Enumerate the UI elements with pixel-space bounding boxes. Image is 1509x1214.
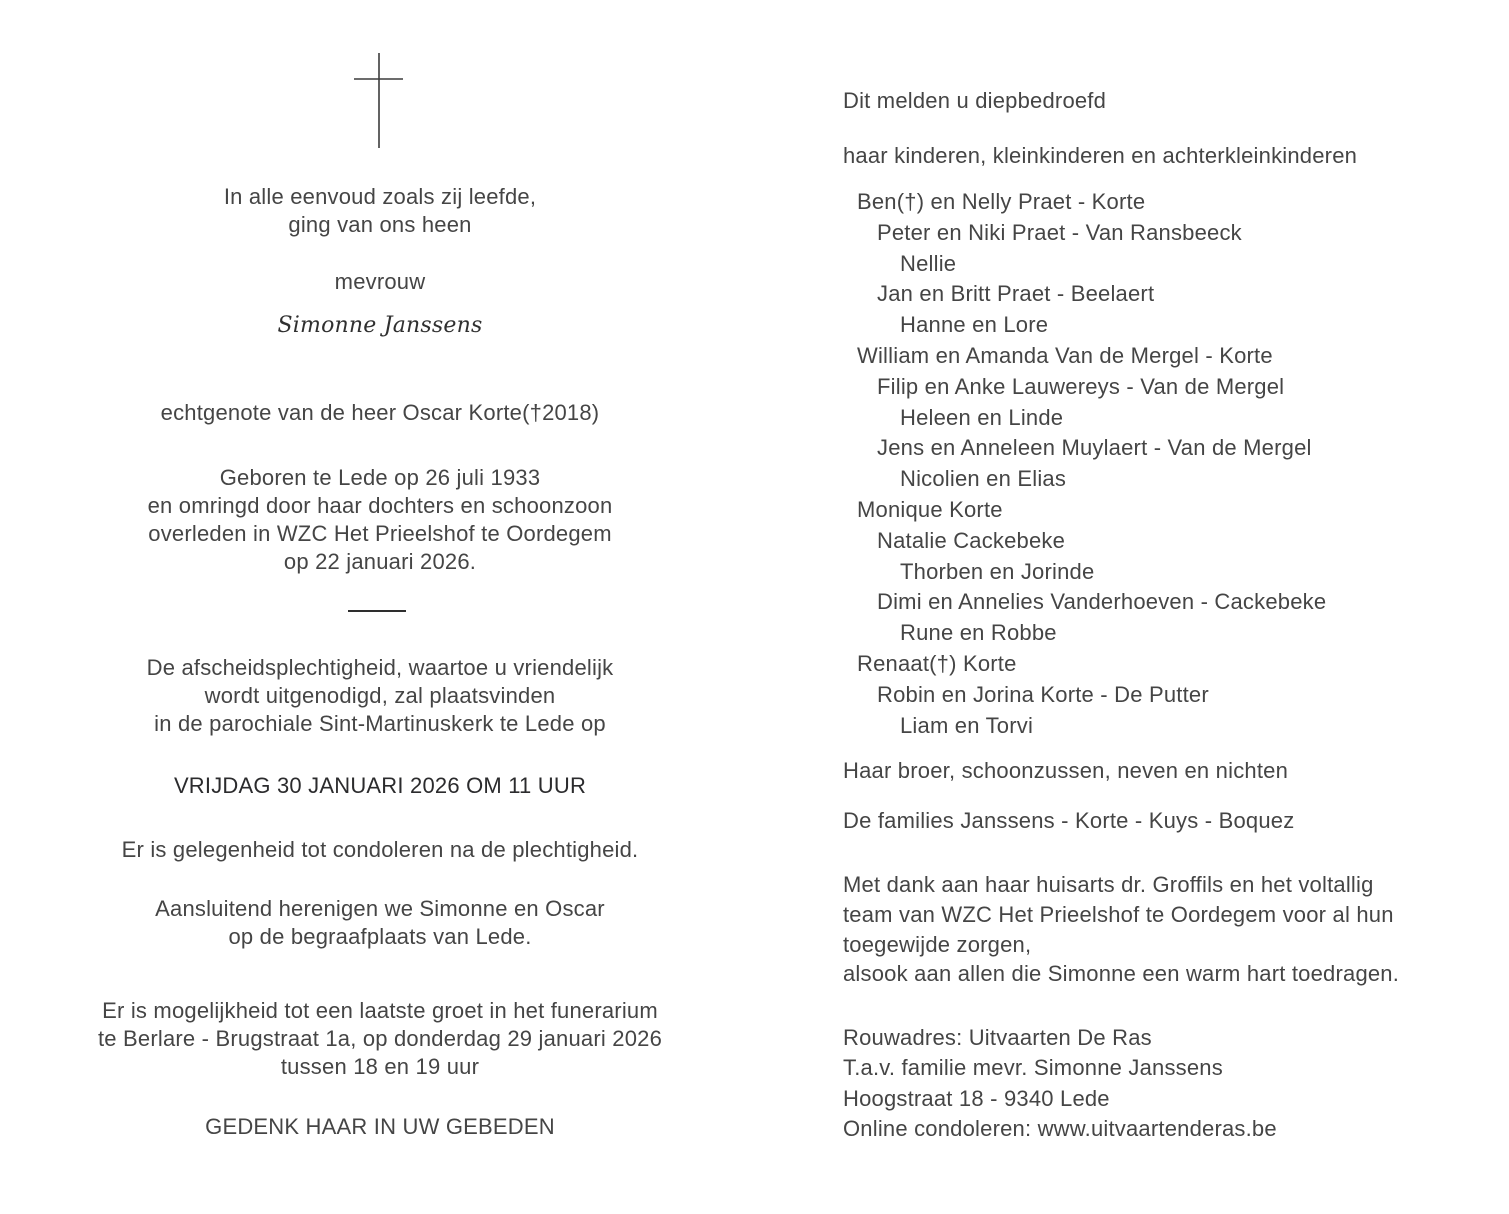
service-datetime: VRIJDAG 30 JANUARI 2026 OM 11 UUR [173, 773, 587, 798]
family-tree [843, 187, 1483, 741]
families-line: De families Janssens - Korte - Kuys - Boquez [843, 808, 1295, 833]
funerarium-line: te Berlare - Brugstraat 1a, op donderdag 29 januari 2026 [97, 1026, 662, 1051]
family-member: Thorben en Jorinde [900, 558, 1095, 584]
cross-icon [353, 52, 405, 149]
closing-prayer: GEDENK HAAR IN UW GEBEDEN [205, 1114, 555, 1139]
family-intro: haar kinderen, kleinkinderen en achterkleinkinderen [843, 143, 1358, 168]
family-member: Jens en Anneleen Muylaert - Van de Mergel [877, 435, 1312, 461]
intro-line: ging van ons heen [288, 212, 472, 237]
condolence-note: Er is gelegenheid tot condoleren na de plechtigheid. [121, 837, 639, 862]
reunion-note [0, 895, 760, 951]
funerarium-line: tussen 18 en 19 uur [280, 1054, 480, 1079]
deceased-name: Simonne Janssens [277, 313, 483, 338]
intro-line: In alle eenvoud zoals zij leefde, [223, 184, 537, 209]
reunion-line: Aansluitend herenigen we Simonne en Oscar [155, 896, 605, 921]
mourning-address-line: Rouwadres: Uitvaarten De Ras [843, 1025, 1152, 1050]
life-line: overleden in WZC Het Prieelshof te Oordegem [148, 521, 612, 546]
family-member: Robin en Jorina Korte - De Putter [877, 681, 1209, 707]
family-member: Dimi en Annelies Vanderhoeven - Cackebeke [877, 589, 1327, 615]
mourning-address-line: Hoogstraat 18 - 9340 Lede [843, 1085, 1110, 1111]
family-member: Nellie [900, 250, 957, 276]
service-line: wordt uitgenodigd, zal plaatsvinden [204, 683, 556, 708]
family-member: Filip en Anke Lauwereys - Van de Mergel [877, 373, 1285, 399]
funerarium-line: Er is mogelijkheid tot een laatste groet in het funerarium [102, 998, 658, 1023]
family-member: Peter en Niki Praet - Van Ransbeeck [877, 219, 1242, 245]
family-member: Ben(†) en Nelly Praet - Korte [857, 189, 1146, 214]
right-column [843, 0, 1483, 1214]
family-member: William en Amanda Van de Mergel - Korte [857, 342, 1273, 368]
funerarium-note [0, 997, 760, 1081]
life-line: en omringd door haar dochters en schoonzoon [147, 493, 613, 518]
family-member: Jan en Britt Praet - Beelaert [877, 281, 1155, 307]
mourning-address-line: T.a.v. familie mevr. Simonne Janssens [843, 1055, 1223, 1081]
family-member: Hanne en Lore [900, 312, 1049, 338]
relatives-line: Haar broer, schoonzussen, neven en nichten [843, 758, 1289, 783]
life-line: Geboren te Lede op 26 juli 1933 [219, 465, 541, 490]
family-member: Rune en Robbe [900, 620, 1057, 646]
announcement-line: Dit melden u diepbedroefd [843, 88, 1107, 113]
section-divider [348, 610, 406, 612]
family-member: Liam en Torvi [900, 712, 1034, 738]
thanks-line: toegewijde zorgen, [843, 931, 1032, 957]
service-info [0, 654, 760, 738]
salutation: mevrouw [334, 269, 426, 294]
thanks-line: Met dank aan haar huisarts dr. Groffils en het voltallig [843, 872, 1374, 897]
spouse-line: echtgenote van de heer Oscar Korte(†2018) [160, 400, 600, 425]
thanks-note [843, 870, 1483, 989]
family-member: Renaat(†) Korte [857, 650, 1017, 676]
service-line: in de parochiale Sint-Martinuskerk te Lede op [154, 711, 606, 736]
service-line: De afscheidsplechtigheid, waartoe u vriendelijk [146, 655, 614, 680]
mourning-address-line: Online condoleren: www.uitvaartenderas.be [843, 1115, 1277, 1141]
life-line: op 22 januari 2026. [283, 549, 477, 574]
life-dates [0, 464, 760, 576]
family-member: Natalie Cackebeke [877, 527, 1066, 553]
mourning-address [843, 1023, 1483, 1144]
intro-text [0, 183, 760, 239]
reunion-line: op de begraafplaats van Lede. [228, 924, 532, 949]
thanks-line: alsook aan allen die Simonne een warm hart toedragen. [843, 961, 1400, 987]
family-member: Nicolien en Elias [900, 466, 1067, 492]
thanks-line: team van WZC Het Prieelshof te Oordegem voor al hun [843, 901, 1394, 927]
family-member: Heleen en Linde [900, 404, 1064, 430]
family-member: Monique Korte [857, 496, 1003, 522]
